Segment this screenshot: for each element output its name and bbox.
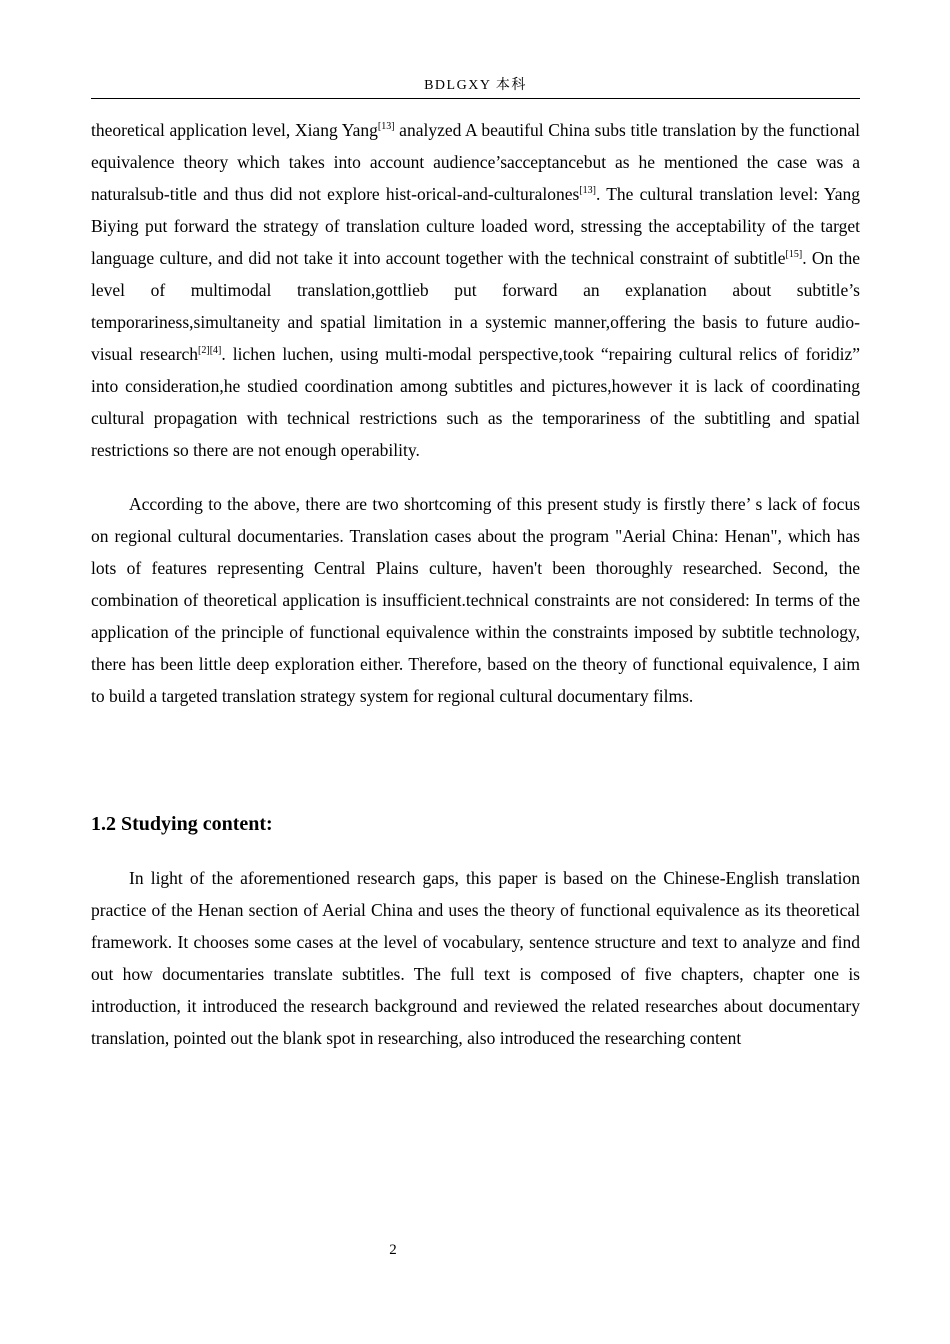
page-body bbox=[91, 114, 860, 1054]
citation: [2][4] bbox=[198, 345, 222, 356]
citation: [13] bbox=[377, 121, 395, 132]
citation: [15] bbox=[785, 249, 803, 260]
paragraph-studying-content: In light of the aforementioned research gaps, this paper is based on the Chinese-English translation practice of the Henan section of Aerial China and uses the theory of functional equivalence as its theoretical framework. It chooses some cases at the level of vocabulary, sentence structure and text to analyze and find out how documentaries translate subtitles. The full text is composed of five chapters, chapter one is introduction, it introduced the research background and reviewed the related researches about documentary translation, pointed out the blank spot in researching, also introduced the researching content bbox=[91, 868, 860, 1048]
paragraph-literature-review: theoretical application level, Xiang Yang[13] analyzed A beautiful China subs title translation by the functional equivalence theory which takes into account audience’sacceptancebut as he mentioned the case was a naturalsub-title and thus did not explore hist-orical-and-culturalones[13]. The cultural translation level: Yang Biying put forward the strategy of translation culture loaded word, stressing the acceptability of the target language culture, and did not take it into account together with the technical constraint of subtitle[15]. On the level of multimodal translation,gottlieb put forward an explanation about subtitle’s temporariness,simultaneity and spatial limitation in a systemic manner,offering the basis to future audio-visual research[2][4]. lichen luchen, using multi-modal perspective,took “repairing cultural relics of foridiz” into consideration,he studied coordination among subtitles and pictures,however it is lack of coordinating cultural propagation with technical restrictions such as the temporariness of the subtitling and spatial restrictions so there are not enough operability. bbox=[91, 120, 860, 460]
citation: [13] bbox=[579, 185, 596, 196]
paragraph-shortcomings: According to the above, there are two shortcoming of this present study is firstly there’ s lack of focus on regional cultural documentaries. Translation cases about the program "Aerial China: Henan", which has lots of features representing Central Plains culture, haven't been thoroughly researched. Second, the combination of theoretical application is insufficient.technical constraints are not considered: In terms of the application of the principle of functional equivalence within the constraints imposed by subtitle technology, there has been little deep exploration either. Therefore, based on the theory of functional equivalence, I aim to build a targeted translation strategy system for regional cultural documentary films. bbox=[91, 494, 860, 706]
page-header: BDLGXY 本科 bbox=[91, 74, 860, 99]
section-heading: 1.2 Studying content: bbox=[91, 813, 273, 835]
page-number: 2 bbox=[389, 1242, 397, 1258]
